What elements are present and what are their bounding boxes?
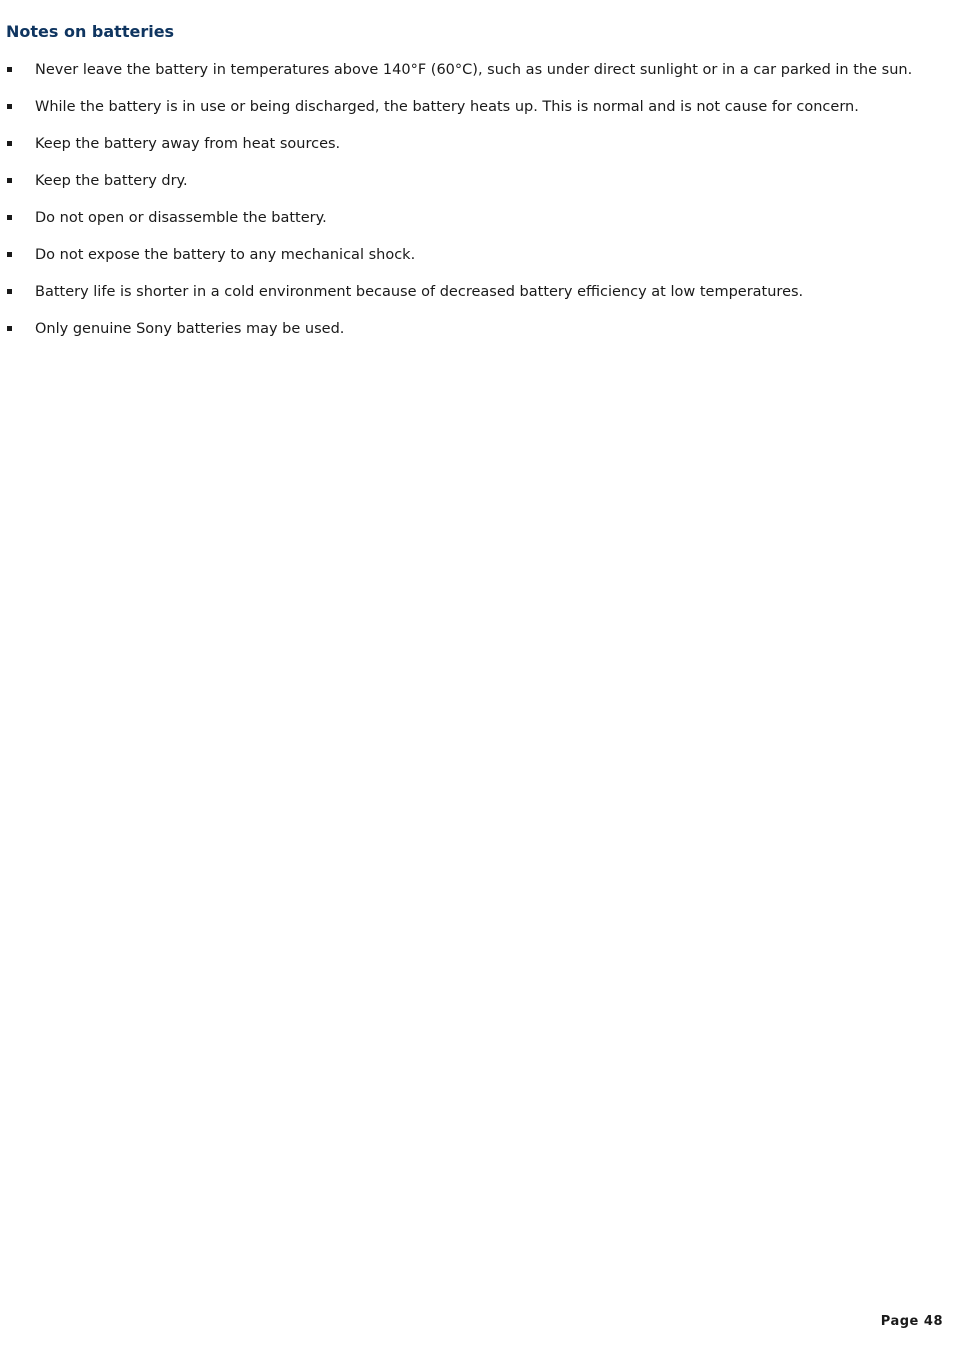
square-bullet-icon [7, 215, 12, 220]
note-item [0, 135, 930, 153]
note-text: Keep the battery dry. [35, 173, 188, 189]
note-text: Do not expose the battery to any mechanical shock. [35, 247, 416, 263]
square-bullet-icon [7, 178, 12, 183]
square-bullet-icon [7, 104, 12, 109]
section-heading: Notes on batteries [6, 22, 175, 41]
page-number: Page 48 [880, 1314, 943, 1329]
square-bullet-icon [7, 141, 12, 146]
note-item [0, 172, 930, 190]
square-bullet-icon [7, 67, 12, 72]
note-text: Do not open or disassemble the battery. [35, 210, 327, 226]
note-text: Never leave the battery in temperatures above 140°F (60°C), such as under direct sunlight or in a car parked in the sun. [35, 62, 913, 78]
note-text: Battery life is shorter in a cold environment because of decreased battery efficiency at low temperatures. [35, 284, 804, 300]
note-text: Only genuine Sony batteries may be used. [35, 321, 345, 337]
note-text: Keep the battery away from heat sources. [35, 136, 341, 152]
note-item [0, 320, 930, 338]
note-text: While the battery is in use or being discharged, the battery heats up. This is normal and is not cause for concern. [35, 99, 859, 115]
square-bullet-icon [7, 252, 12, 257]
battery-notes-list [0, 61, 930, 357]
note-item [0, 209, 930, 227]
square-bullet-icon [7, 289, 12, 294]
note-item [0, 61, 930, 79]
note-item [0, 246, 930, 264]
note-item [0, 98, 930, 116]
note-item [0, 283, 930, 301]
square-bullet-icon [7, 326, 12, 331]
